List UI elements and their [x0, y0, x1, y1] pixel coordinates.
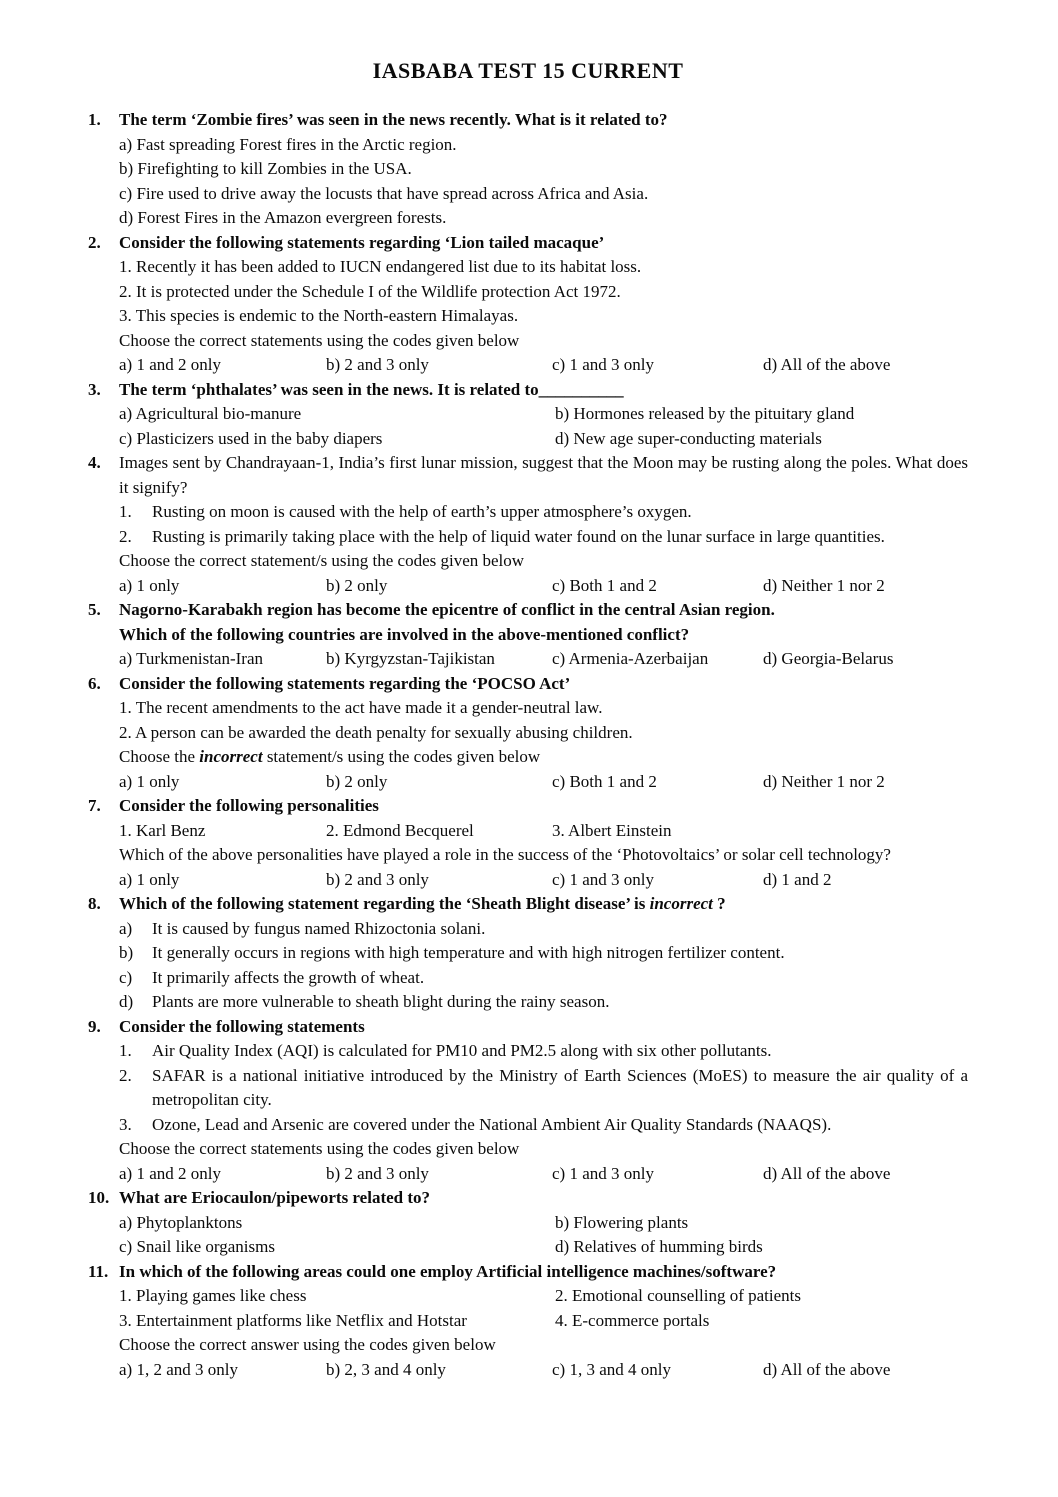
option-d	[119, 990, 968, 1015]
statement-text: Air Quality Index (AQI) is calculated for PM10 and PM2.5 along with six other pollutants.	[152, 1041, 772, 1060]
statement-text: Ozone, Lead and Arsenic are covered under the National Ambient Air Quality Standards (NAAQS).	[152, 1114, 832, 1134]
options-row	[119, 427, 968, 452]
option-b: b) 2, 3 and 4 only	[326, 1359, 446, 1379]
statement-text: SAFAR is a national initiative introduced by the Ministry of Earth Sciences (MoES) to measure the air quality of a metropolitan city.	[152, 1065, 968, 1109]
choose-emphasis: incorrect	[199, 747, 263, 766]
question-title: The term ‘Zombie fires’ was seen in the news recently. What is it related to?	[119, 110, 668, 129]
options-row	[119, 770, 968, 795]
option-b: b) 2 only	[326, 771, 388, 791]
question-10	[88, 1186, 968, 1260]
option-d: d) All of the above	[763, 355, 891, 374]
personality-3: 3. Albert Einstein	[552, 820, 672, 840]
title-prefix: Which of the following statement regarding the ‘Sheath Blight disease’ is	[119, 894, 650, 913]
question-number: 2.	[88, 232, 101, 252]
title-emphasis: incorrect	[649, 894, 713, 913]
question-title	[119, 892, 968, 917]
option-d: d) New age super-conducting materials	[555, 428, 822, 448]
statement-text: Rusting is primarily taking place with the help of liquid water found on the lunar surface in large quantities.	[152, 526, 885, 546]
choose-line	[119, 745, 968, 770]
option-text: Plants are more vulnerable to sheath blight during the rainy season.	[152, 992, 610, 1011]
option-c: c) 1 and 3 only	[552, 355, 654, 374]
option-d: d) Georgia-Belarus	[763, 649, 894, 668]
choose-line: Choose the correct statements using the codes given below	[119, 330, 520, 350]
option-b: b) 2 and 3 only	[326, 869, 429, 889]
options-row	[119, 402, 968, 427]
statement-number: 1.	[119, 1041, 132, 1060]
option-a: a) 1 only	[119, 869, 180, 889]
option-text: It primarily affects the growth of wheat.	[152, 967, 425, 987]
options-row	[119, 1358, 968, 1383]
question-number: 10.	[88, 1188, 110, 1207]
statement-number: 1.	[119, 502, 132, 521]
statement-2: 2. It is protected under the Schedule I of the Wildlife protection Act 1972.	[119, 281, 621, 301]
question-5	[88, 598, 968, 672]
question-4	[88, 451, 968, 598]
option-b: b) 2 and 3 only	[326, 355, 429, 374]
option-d: d) 1 and 2	[763, 869, 832, 889]
option-letter: a)	[119, 918, 133, 938]
question-number: 8.	[88, 894, 101, 913]
question-title: The term ‘phthalates’ was seen in the news. It is related to__________	[119, 379, 624, 399]
items-row	[119, 1309, 968, 1334]
option-b: b) Firefighting to kill Zombies in the USA.	[119, 159, 412, 178]
statement-1	[119, 1039, 968, 1064]
option-a	[119, 917, 968, 942]
page-title: IASBABA TEST 15 CURRENT	[372, 58, 684, 83]
option-b: b) 2 only	[326, 575, 388, 595]
question-number: 6.	[88, 673, 101, 693]
option-b: b) Flowering plants	[555, 1212, 689, 1232]
choose-line: Choose the correct statement/s using the codes given below	[119, 551, 525, 570]
personality-2: 2. Edmond Becquerel	[326, 820, 474, 840]
option-a: a) Agricultural bio-manure	[119, 404, 302, 423]
option-b: b) Hormones released by the pituitary gland	[555, 404, 855, 423]
question-number: 7.	[88, 796, 101, 815]
question-number: 11.	[88, 1261, 109, 1281]
choose-line: Choose the correct answer using the codes given below	[119, 1335, 496, 1354]
option-c: c) Plasticizers used in the baby diapers	[119, 428, 383, 448]
option-a: a) 1 and 2 only	[119, 355, 221, 374]
options-row	[119, 1162, 968, 1187]
option-c: c) 1 and 3 only	[552, 1163, 654, 1183]
question-9	[88, 1015, 968, 1187]
question-text: Which of the above personalities have played a role in the success of the ‘Photovoltaics’ or solar cell technology?	[119, 845, 891, 864]
question-title: In which of the following areas could one employ Artificial intelligence machines/software?	[119, 1261, 777, 1281]
statement-number: 2.	[119, 1065, 132, 1085]
option-text: It generally occurs in regions with high temperature and with high nitrogen fertilizer content.	[152, 943, 785, 962]
option-c: c) 1 and 3 only	[552, 869, 654, 889]
statement-text: Rusting on moon is caused with the help of earth’s upper atmosphere’s oxygen.	[152, 502, 692, 521]
question-3	[88, 378, 968, 452]
option-a: a) 1 only	[119, 771, 180, 791]
options-row	[119, 1211, 968, 1236]
question-title-line-2: Which of the following countries are involved in the above-mentioned conflict?	[119, 624, 690, 644]
option-text: It is caused by fungus named Rhizoctonia solani.	[152, 918, 486, 938]
option-b: b) 2 and 3 only	[326, 1163, 429, 1183]
question-1	[88, 108, 968, 231]
statement-1	[119, 500, 968, 525]
question-11	[88, 1260, 968, 1383]
question-number: 5.	[88, 600, 101, 619]
option-a: a) Fast spreading Forest fires in the Arctic region.	[119, 134, 457, 154]
option-d: d) Relatives of humming birds	[555, 1237, 763, 1256]
question-2	[88, 231, 968, 378]
statement-3	[119, 1113, 968, 1138]
question-title: Consider the following statements regarding ‘Lion tailed macaque’	[119, 232, 605, 252]
option-c: c) 1, 3 and 4 only	[552, 1359, 671, 1379]
statement-1: 1. Recently it has been added to IUCN endangered list due to its habitat loss.	[119, 257, 642, 276]
question-title: Consider the following statements regarding the ‘POCSO Act’	[119, 673, 571, 693]
option-c: c) Both 1 and 2	[552, 575, 657, 595]
statement-2: 2. A person can be awarded the death penalty for sexually abusing children.	[119, 722, 633, 742]
options-row	[119, 574, 968, 599]
option-c	[119, 966, 968, 991]
question-8	[88, 892, 968, 1015]
option-a: a) Turkmenistan-Iran	[119, 649, 264, 668]
items-row	[119, 1284, 968, 1309]
option-d: d) Neither 1 nor 2	[763, 575, 885, 595]
option-a: a) 1, 2 and 3 only	[119, 1359, 238, 1379]
choose-suffix: statement/s using the codes given below	[262, 747, 541, 766]
option-b: b) Kyrgyzstan-Tajikistan	[326, 649, 495, 668]
statement-2	[119, 1064, 968, 1113]
option-b	[119, 941, 968, 966]
item-2: 2. Emotional counselling of patients	[555, 1286, 801, 1305]
option-c: c) Snail like organisms	[119, 1237, 275, 1256]
question-title: Images sent by Chandrayaan-1, India’s first lunar mission, suggest that the Moon may be rusting along the poles. What does it signify?	[119, 453, 968, 497]
question-6	[88, 672, 968, 795]
option-d: d) Neither 1 nor 2	[763, 771, 885, 791]
option-a: a) 1 and 2 only	[119, 1163, 221, 1183]
item-3: 3. Entertainment platforms like Netflix and Hotstar	[119, 1310, 467, 1330]
option-d: d) All of the above	[763, 1359, 891, 1379]
question-number: 4.	[88, 453, 101, 472]
statement-number: 2.	[119, 526, 132, 546]
choose-line: Choose the correct statements using the codes given below	[119, 1139, 520, 1158]
title-suffix: ?	[712, 894, 726, 913]
option-c: c) Fire used to drive away the locusts that have spread across Africa and Asia.	[119, 183, 649, 203]
item-4: 4. E-commerce portals	[555, 1310, 710, 1330]
item-1: 1. Playing games like chess	[119, 1286, 307, 1305]
personality-1: 1. Karl Benz	[119, 820, 206, 840]
option-letter: b)	[119, 943, 134, 962]
statement-number: 3.	[119, 1114, 132, 1134]
choose-prefix: Choose the	[119, 747, 200, 766]
question-7	[88, 794, 968, 892]
option-c: c) Both 1 and 2	[552, 771, 657, 791]
option-letter: d)	[119, 992, 134, 1011]
option-a: a) Phytoplanktons	[119, 1212, 243, 1232]
question-number: 1.	[88, 110, 101, 129]
statement-3: 3. This species is endemic to the North-eastern Himalayas.	[119, 306, 519, 325]
options-row	[119, 647, 968, 672]
question-number: 3.	[88, 379, 101, 399]
option-d: d) Forest Fires in the Amazon evergreen forests.	[119, 208, 447, 227]
options-row	[119, 353, 968, 378]
statement-1: 1. The recent amendments to the act have made it a gender-neutral law.	[119, 698, 603, 717]
question-number: 9.	[88, 1016, 101, 1036]
personalities-row	[119, 819, 968, 844]
option-a: a) 1 only	[119, 575, 180, 595]
option-letter: c)	[119, 967, 133, 987]
option-d: d) All of the above	[763, 1163, 891, 1183]
question-title: What are Eriocaulon/pipeworts related to?	[119, 1188, 431, 1207]
question-title-line-1: Nagorno-Karabakh region has become the epicentre of conflict in the central Asian region.	[119, 600, 775, 619]
statement-2	[119, 525, 968, 550]
options-row	[119, 868, 968, 893]
question-title: Consider the following personalities	[119, 796, 379, 815]
option-c: c) Armenia-Azerbaijan	[552, 649, 709, 668]
question-title: Consider the following statements	[119, 1016, 365, 1036]
options-row	[119, 1235, 968, 1260]
